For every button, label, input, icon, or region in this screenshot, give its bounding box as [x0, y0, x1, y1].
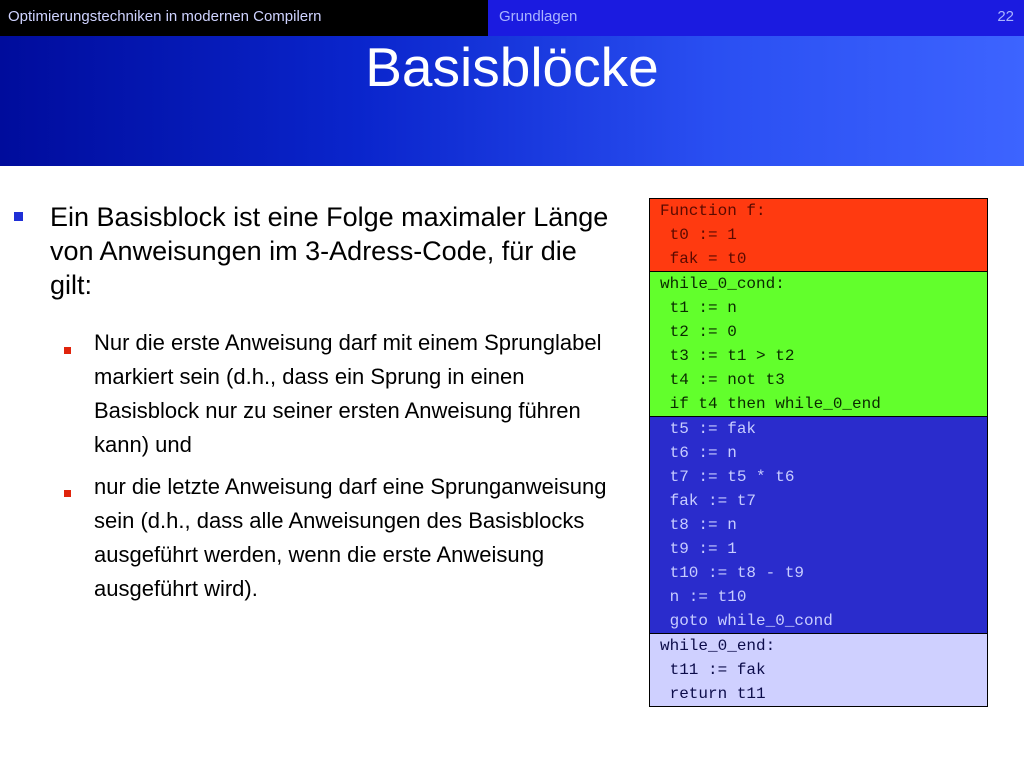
- slide-title: Basisblöcke: [365, 36, 659, 98]
- main-bullet-text: Ein Basisblock ist eine Folge maximaler Länge von Anweisungen im 3-Adress-Code, für die gilt:: [50, 202, 609, 300]
- code-line: while_0_end:: [660, 637, 776, 655]
- code-line: t11 := fak: [660, 661, 766, 679]
- page-number: 22: [997, 8, 1014, 25]
- code-block: [650, 272, 987, 417]
- code-line: fak = t0: [660, 250, 747, 268]
- code-line: t1 := n: [660, 299, 737, 317]
- code-line: fak := t7: [660, 492, 757, 510]
- code-line: while_0_cond:: [660, 275, 785, 293]
- code-block: [650, 417, 987, 634]
- code-line: t9 := 1: [660, 540, 737, 558]
- section-bar: [488, 0, 1024, 36]
- code-line: t6 := n: [660, 444, 737, 462]
- sub-bullet-1: Nur die erste Anweisung darf mit einem Sprunglabel markiert sein (d.h., dass ein Sprung in einen Basisblock nur zu seiner ersten Anweisung führen kann) und: [94, 330, 602, 457]
- code-block: [650, 199, 987, 272]
- presentation-title: Optimierungstechniken in modernen Compilern: [0, 0, 488, 36]
- header-bar: [0, 0, 1024, 36]
- section-label: Grundlagen: [499, 8, 578, 25]
- code-line: return t11: [660, 685, 766, 703]
- code-line: n := t10: [660, 588, 747, 606]
- code-table: [649, 198, 988, 707]
- sub-bullet-2: nur die letzte Anweisung darf eine Sprunganweisung sein (d.h., dass alle Anweisungen des Basisblocks ausgeführt werden, wenn die erste Anweisung ausgeführt wird).: [94, 474, 607, 601]
- code-line: t7 := t5 * t6: [660, 468, 795, 486]
- sub-bullet-square-icon: [64, 347, 71, 354]
- code-block: [650, 634, 987, 706]
- code-line: Function f:: [660, 202, 766, 220]
- code-line: t4 := not t3: [660, 371, 785, 389]
- code-line: t10 := t8 - t9: [660, 564, 805, 582]
- code-line: t8 := n: [660, 516, 737, 534]
- code-line: t5 := fak: [660, 420, 757, 438]
- bullet-square-icon: [14, 212, 23, 221]
- code-line: t3 := t1 > t2: [660, 347, 795, 365]
- code-line: t2 := 0: [660, 323, 737, 341]
- code-line: if t4 then while_0_end: [660, 395, 881, 413]
- code-line: goto while_0_cond: [660, 612, 833, 630]
- sub-bullet-square-icon: [64, 490, 71, 497]
- code-line: t0 := 1: [660, 226, 737, 244]
